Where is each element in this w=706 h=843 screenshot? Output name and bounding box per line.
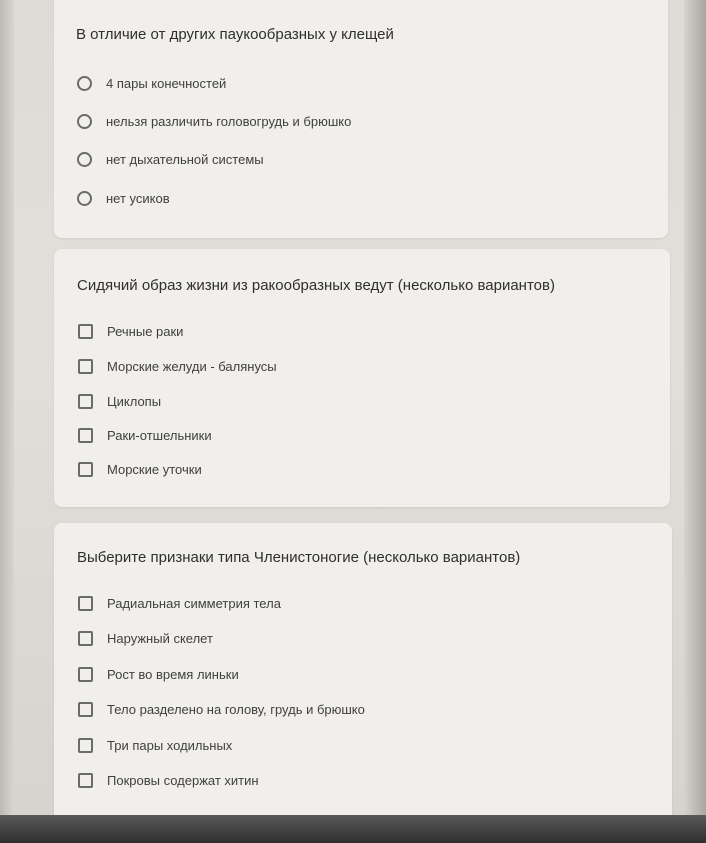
- checkbox[interactable]: [78, 428, 93, 443]
- option-label: Морские уточки: [107, 461, 202, 477]
- radio-button[interactable]: [77, 76, 92, 91]
- checkbox-option[interactable]: [78, 770, 259, 790]
- option-label: Покровы содержат хитин: [107, 772, 259, 788]
- option-label: нельзя различить головогрудь и брюшко: [106, 113, 352, 129]
- checkbox[interactable]: [78, 702, 93, 717]
- checkbox[interactable]: [78, 773, 93, 788]
- checkbox-option[interactable]: [78, 391, 161, 411]
- checkbox[interactable]: [78, 359, 93, 374]
- checkbox-option[interactable]: [78, 699, 365, 719]
- screen-bottom-bezel: [0, 815, 706, 843]
- checkbox-option[interactable]: [78, 356, 277, 376]
- checkbox[interactable]: [78, 738, 93, 753]
- checkbox[interactable]: [78, 462, 93, 477]
- checkbox-option[interactable]: [78, 459, 202, 479]
- option-label: Циклопы: [107, 393, 162, 409]
- checkbox-option[interactable]: [78, 321, 183, 341]
- question-title-1: В отличие от других паукообразных у клещей: [76, 26, 394, 43]
- option-label: Тело разделено на голову, грудь и брюшко: [107, 701, 365, 717]
- radio-button[interactable]: [77, 191, 92, 206]
- checkbox-option[interactable]: [78, 593, 281, 613]
- option-label: Рост во время линьки: [107, 666, 239, 682]
- screen-edge-left: [0, 0, 14, 843]
- option-label: нет усиков: [106, 190, 170, 206]
- checkbox[interactable]: [78, 596, 93, 611]
- radio-option[interactable]: [77, 188, 170, 208]
- checkbox-option[interactable]: [78, 735, 232, 755]
- option-label: Радиальная симметрия тела: [107, 595, 281, 611]
- checkbox[interactable]: [78, 631, 93, 646]
- radio-option[interactable]: [77, 149, 264, 169]
- option-label: Морские желуди - балянусы: [107, 358, 277, 374]
- checkbox[interactable]: [78, 324, 93, 339]
- radio-button[interactable]: [77, 114, 92, 129]
- radio-option[interactable]: [77, 73, 226, 93]
- radio-button[interactable]: [77, 152, 92, 167]
- option-label: нет дыхательной системы: [106, 151, 264, 167]
- checkbox-option[interactable]: [78, 628, 213, 648]
- option-label: Речные раки: [107, 323, 184, 339]
- screen-edge-right: [684, 0, 706, 843]
- question-title-3: Выберите признаки типа Членистоногие (несколько вариантов): [77, 549, 521, 566]
- checkbox[interactable]: [78, 667, 93, 682]
- option-label: Наружный скелет: [107, 630, 213, 646]
- checkbox[interactable]: [78, 394, 93, 409]
- checkbox-option[interactable]: [78, 664, 239, 684]
- radio-option[interactable]: [77, 111, 351, 131]
- option-label: Три пары ходильных: [107, 737, 233, 753]
- option-label: 4 пары конечностей: [106, 75, 227, 91]
- checkbox-option[interactable]: [78, 425, 212, 445]
- option-label: Раки-отшельники: [107, 427, 212, 443]
- question-title-2: Сидячий образ жизни из ракообразных ведут (несколько вариантов): [77, 277, 555, 294]
